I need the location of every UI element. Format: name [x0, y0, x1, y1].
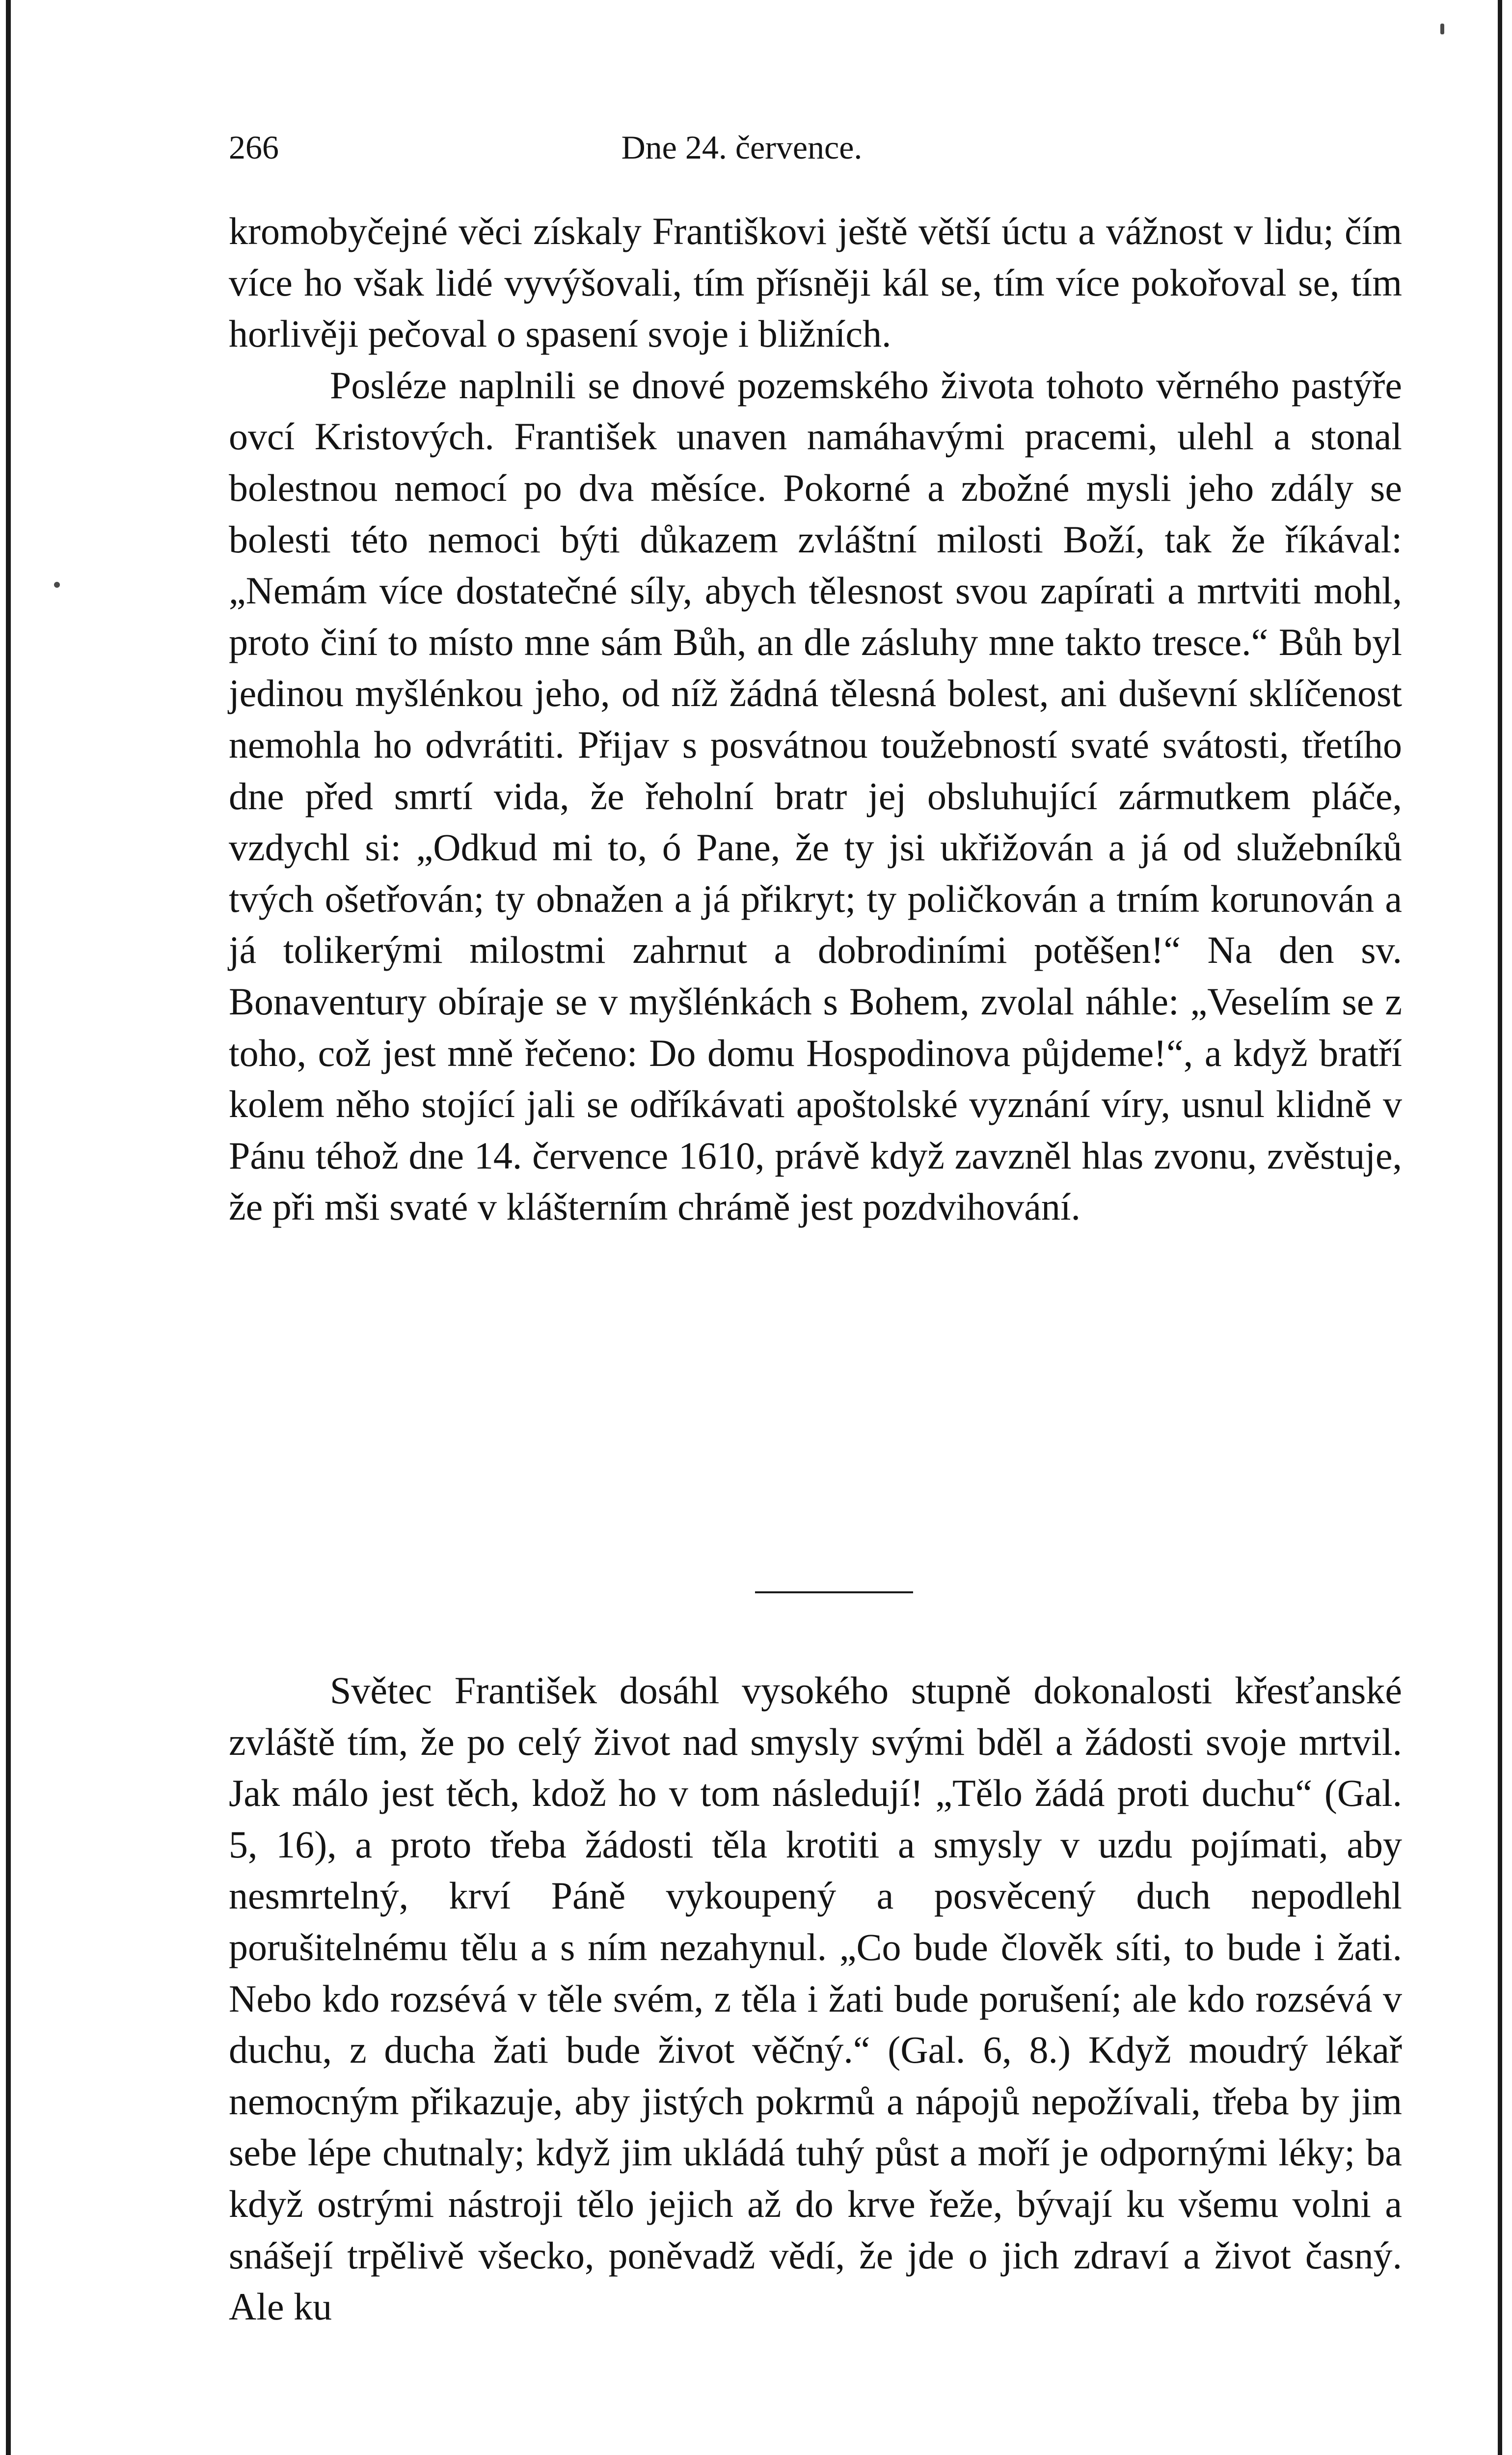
paragraph: kromobyčejné věci získaly Františkovi ještě větší úctu a vážnost v lidu; čím více ho však lidé vyvýšovali, tím přísněji kál se, tím více pokořoval se, tím horlivěji pečoval o spasení svoje i bližních. — [229, 210, 1402, 355]
scan-border-right — [1498, 0, 1502, 2455]
scan-speck — [54, 582, 60, 588]
paragraph: Světec František dosáhl vysokého stupně dokonalosti křesťanské zvláště tím, že po celý život nad smysly svými bděl a žádosti svoje mrtvil. Jak málo jest těch, kdož ho v tom následují! „Tělo žádá proti duchu“ (Gal. 5, 16), a proto třeba žádosti těla krotiti a smysly v uzdu pojímati, aby nesmrtelný, krví Páně vykoupený a posvěcený duch nepodlehl porušitelnému tělu a s ním nezahynul. „Co bude člověk síti, to bude i žati. Nebo kdo rozsévá v těle svém, z těla i žati bude porušení; ale kdo rozsévá v duchu, z ducha žati bude život věčný.“ (Gal. 6, 8.) Když moudrý lékař nemocným přikazuje, aby jistých pokrmů a nápojů nepožívali, třeba by jim sebe lépe chutnaly; když jim ukládá tuhý půst a moří je odpornými léky; ba když ostrými nástroji tělo jejich až do krve řeže, bývají ku všemu volni a snášejí trpělivě všecko, poněvadž vědí, že jde o jich zdraví a život časný. Ale ku — [229, 1669, 1402, 2328]
section-divider — [755, 1591, 913, 1593]
scan-border-left — [6, 0, 11, 2455]
running-head: Dne 24. července. — [621, 129, 863, 166]
text-block-bottom — [229, 1665, 1402, 2333]
paragraph: Posléze naplnili se dnové pozemského života tohoto věrného pastýře ovcí Kristových. František unaven namáhavými pracemi, ulehl a stonal bolestnou nemocí po dva měsíce. Pokorné a zbožné mysli jeho zdály se bolesti této nemoci býti důkazem zvláštní milosti Boží, tak že říkával: „Nemám více dostatečné síly, abych tělesnost svou zapírati a mrtviti mohl, proto činí to místo mne sám Bůh, an dle zásluhy mne takto tresce.“ Bůh byl jedinou myšlénkou jeho, od níž žádná tělesná bolest, ani duševní sklíčenost nemohla ho odvrátiti. Přijav s posvátnou toužebností svaté svátosti, třetího dne před smrtí vida, že řeholní bratr jej obsluhující zármutkem pláče, vzdychl si: „Odkud mi to, ó Pane, že ty jsi ukřižován a já od služebníků tvých ošetřován; ty obnažen a já přikryt; ty poličkován a trním korunován a já tolikerými milostmi zahrnut a dobrodiními potěšen!“ Na den sv. Bonaventury obíraje se v myšlénkách s Bohem, zvolal náhle: „Veselím se z toho, což jest mně řečeno: Do domu Hospodinova půjdeme!“, a když bratří kolem něho stojící jali se odříkávati apoštolské vyznání víry, usnul klidně v Pánu téhož dne 14. července 1610, právě když zavzněl hlas zvonu, zvěstuje, že při mši svaté v klášterním chrámě jest pozdvihování. — [229, 363, 1402, 1228]
scan-speck — [1440, 24, 1444, 34]
page-header — [229, 125, 1402, 169]
page-number: 266 — [229, 129, 279, 166]
text-block-top — [229, 206, 1402, 1233]
